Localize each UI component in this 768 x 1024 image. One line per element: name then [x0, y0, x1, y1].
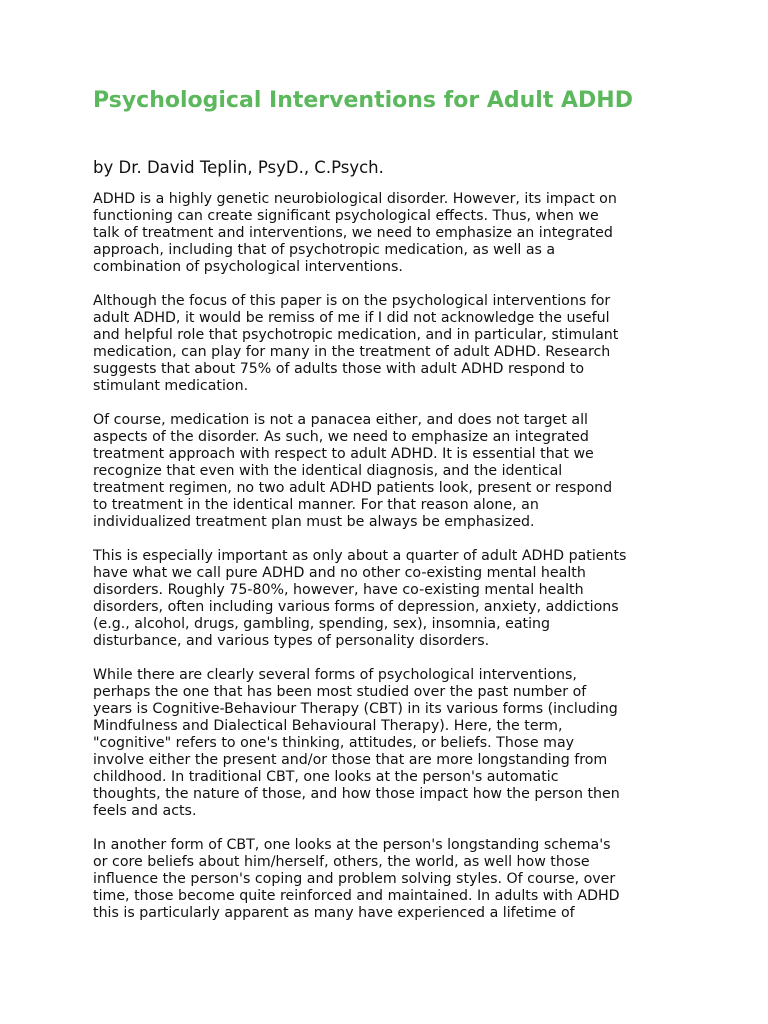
text-line: perhaps the one that has been most studied over the past number of	[93, 684, 587, 700]
text-line: thoughts, the nature of those, and how those impact how the person then	[93, 786, 620, 802]
text-line: disorders, often including various forms of depression, anxiety, addictions	[93, 599, 619, 615]
text-line: talk of treatment and interventions, we need to emphasize an integrated	[93, 225, 613, 241]
text-line: approach, including that of psychotropic medication, as well as a	[93, 242, 556, 258]
text-line: to treatment in the identical manner. For that reason alone, an	[93, 497, 539, 513]
text-line: treatment approach with respect to adult ADHD. It is essential that we	[93, 446, 594, 462]
text-line: (e.g., alcohol, drugs, gambling, spending, sex), insomnia, eating	[93, 616, 551, 632]
body-paragraph	[93, 412, 675, 531]
text-line: involve either the present and/or those that are more longstanding from	[93, 752, 608, 768]
text-line: this is particularly apparent as many have experienced a lifetime of	[93, 905, 575, 921]
body-paragraph	[93, 548, 675, 650]
body-paragraph	[93, 667, 675, 820]
text-line: adult ADHD, it would be remiss of me if I did not acknowledge the useful	[93, 310, 610, 326]
text-line: While there are clearly several forms of psychological interventions,	[93, 667, 577, 683]
text-line: In another form of CBT, one looks at the person's longstanding schema's	[93, 837, 611, 853]
text-line: ADHD is a highly genetic neurobiological disorder. However, its impact on	[93, 191, 617, 207]
text-line: aspects of the disorder. As such, we need to emphasize an integrated	[93, 429, 589, 445]
document-body	[93, 191, 675, 922]
text-line: recognize that even with the identical diagnosis, and the identical	[93, 463, 563, 479]
text-line: Although the focus of this paper is on the psychological interventions for	[93, 293, 611, 309]
text-line: This is especially important as only about a quarter of adult ADHD patients	[93, 548, 627, 564]
text-line: treatment regimen, no two adult ADHD patients look, present or respond	[93, 480, 613, 496]
body-paragraph	[93, 191, 675, 276]
text-line: medication, can play for many in the treatment of adult ADHD. Research	[93, 344, 611, 360]
text-line: have what we call pure ADHD and no other co-existing mental health	[93, 565, 586, 581]
text-line: childhood. In traditional CBT, one looks at the person's automatic	[93, 769, 559, 785]
text-line: or core beliefs about him/herself, others, the world, as well how those	[93, 854, 590, 870]
body-paragraph	[93, 293, 675, 395]
text-line: Of course, medication is not a panacea either, and does not target all	[93, 412, 588, 428]
text-line: Mindfulness and Dialectical Behavioural Therapy). Here, the term,	[93, 718, 563, 734]
text-line: functioning can create significant psychological effects. Thus, when we	[93, 208, 599, 224]
body-paragraph	[93, 837, 675, 922]
text-line: time, those become quite reinforced and maintained. In adults with ADHD	[93, 888, 620, 904]
text-line: individualized treatment plan must be always be emphasized.	[93, 514, 535, 530]
author-byline: by Dr. David Teplin, PsyD., C.Psych.	[93, 158, 384, 177]
text-line: "cognitive" refers to one's thinking, attitudes, or beliefs. Those may	[93, 735, 575, 751]
text-line: suggests that about 75% of adults those with adult ADHD respond to	[93, 361, 585, 377]
text-line: combination of psychological interventions.	[93, 259, 403, 275]
text-line: influence the person's coping and problem solving styles. Of course, over	[93, 871, 616, 887]
text-line: stimulant medication.	[93, 378, 249, 394]
text-line: feels and acts.	[93, 803, 197, 819]
text-line: years is Cognitive-Behaviour Therapy (CBT) in its various forms (including	[93, 701, 618, 717]
text-line: disturbance, and various types of personality disorders.	[93, 633, 490, 649]
text-line: and helpful role that psychotropic medication, and in particular, stimulant	[93, 327, 619, 343]
document-title: Psychological Interventions for Adult ADHD	[93, 88, 633, 113]
text-line: disorders. Roughly 75-80%, however, have co-existing mental health	[93, 582, 584, 598]
